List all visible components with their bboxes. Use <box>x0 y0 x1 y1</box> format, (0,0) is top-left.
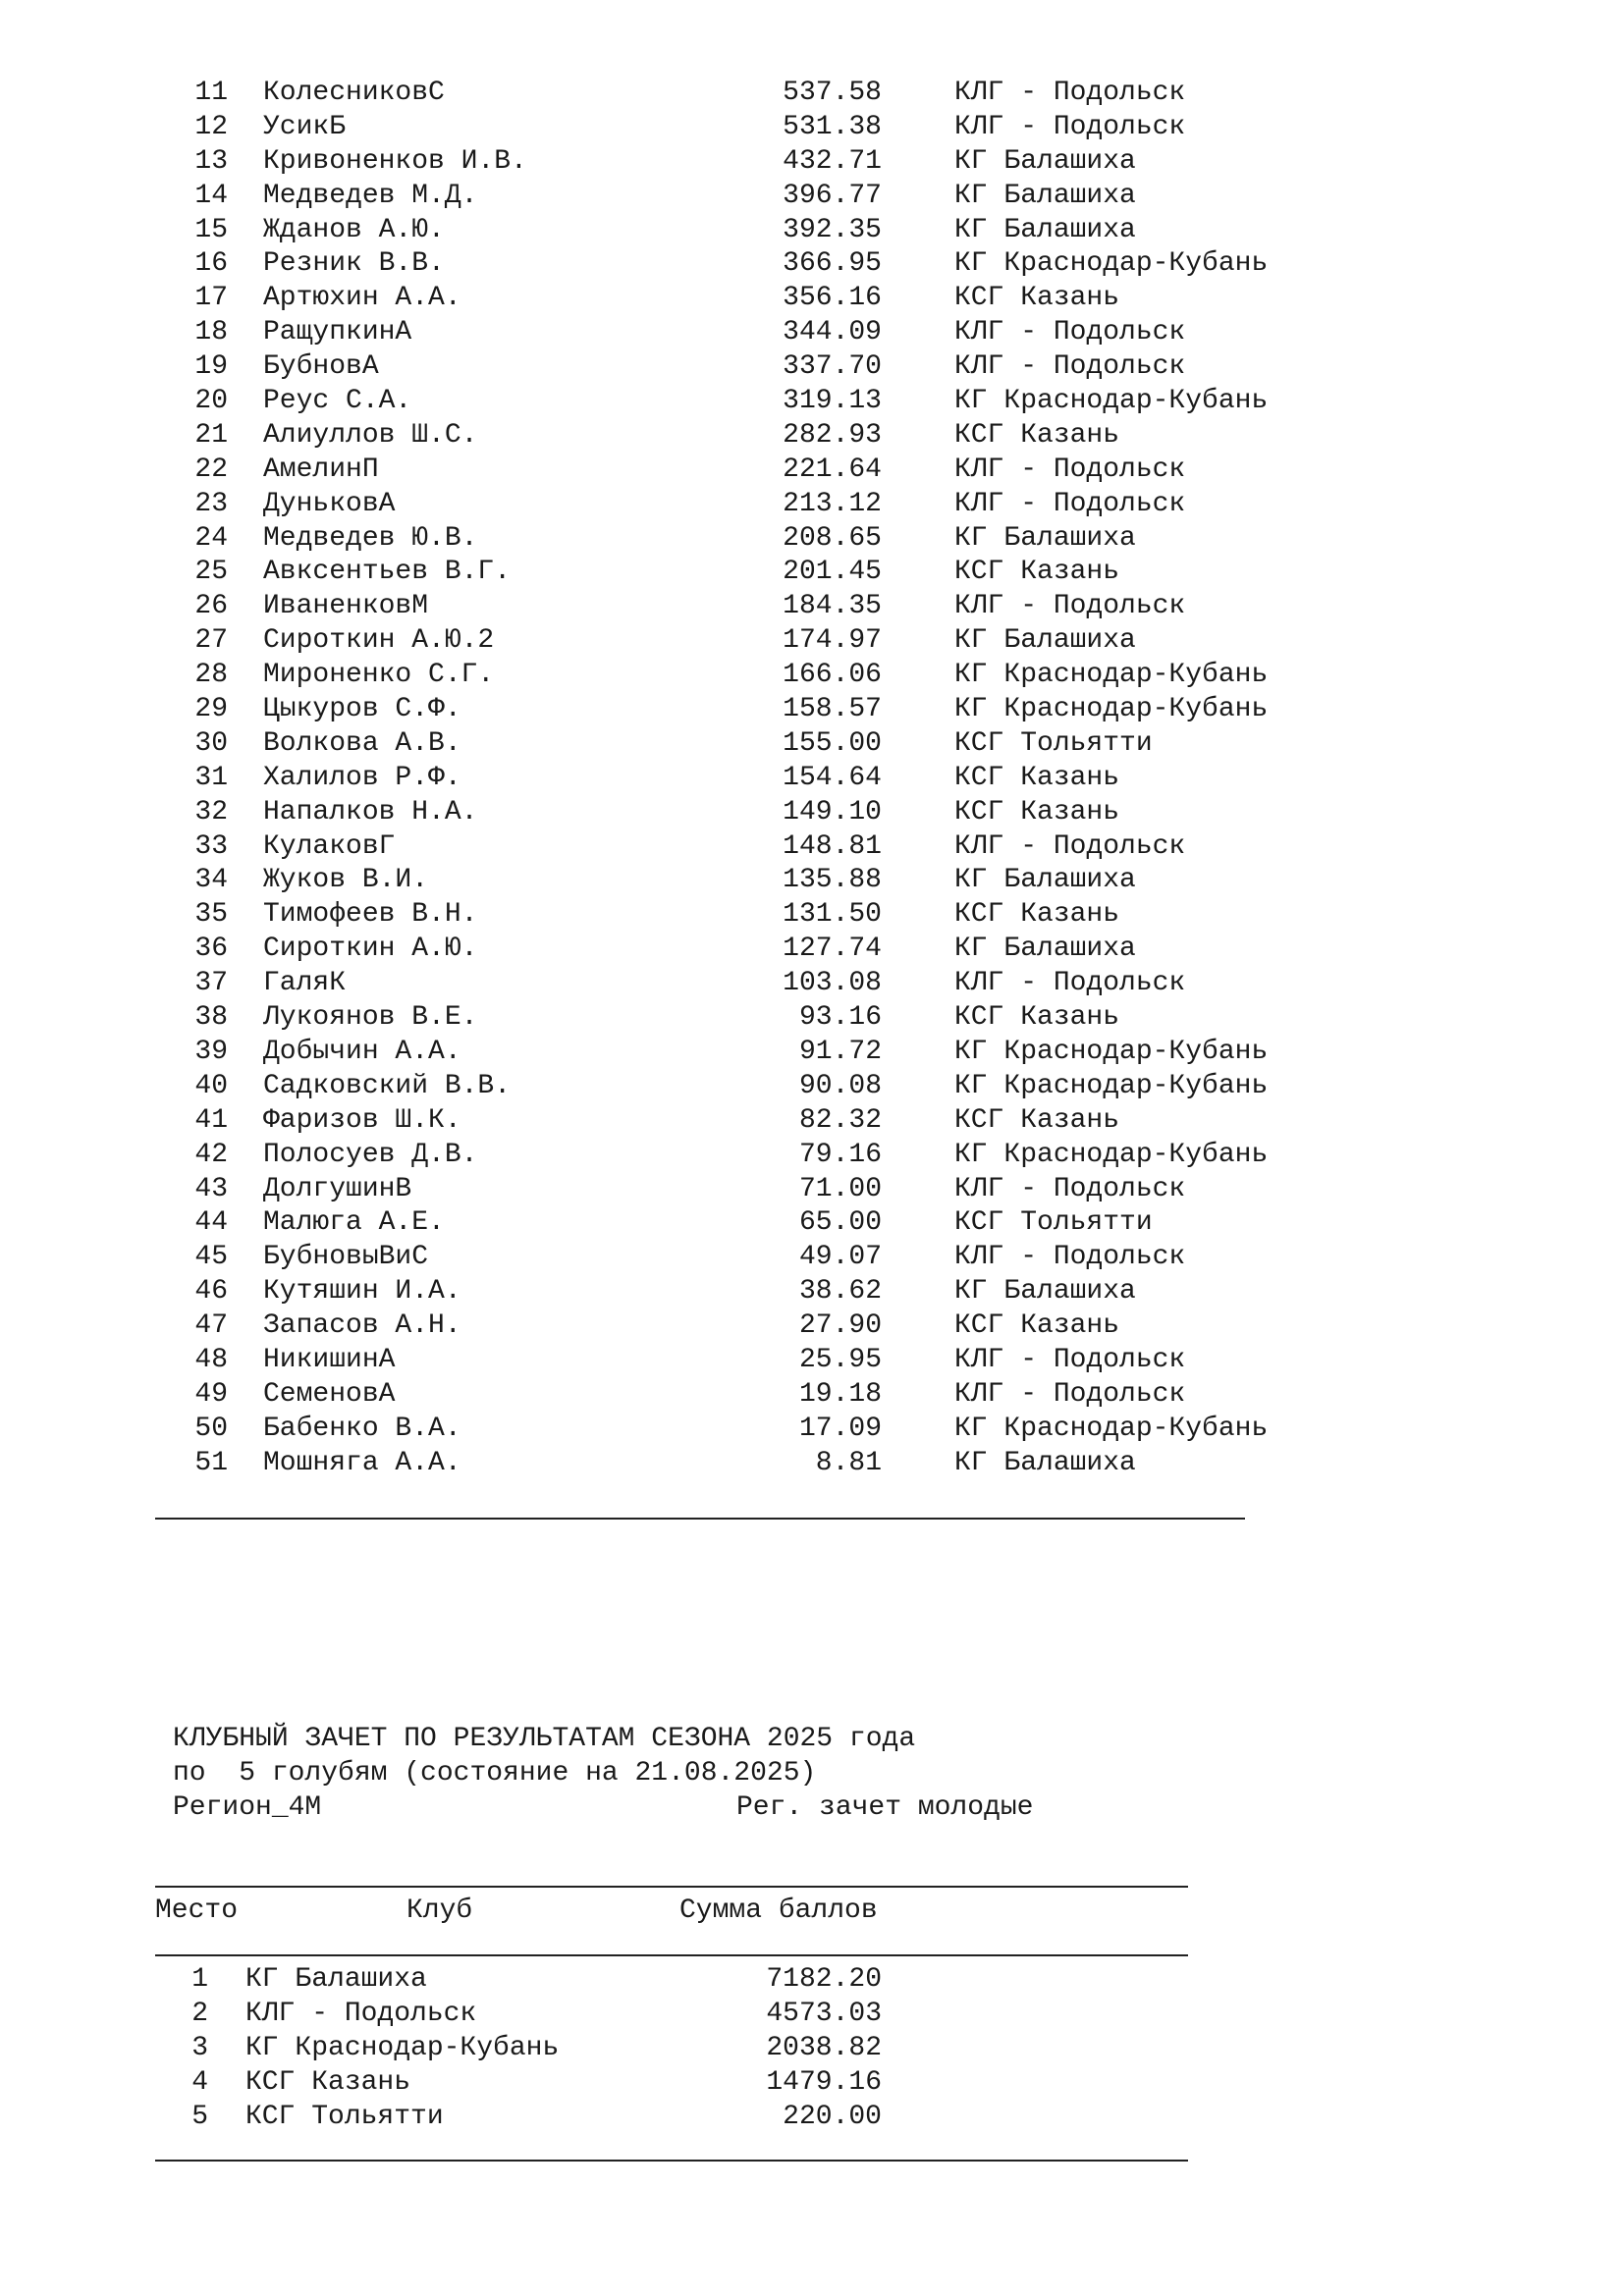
club-table-header-rule <box>155 1954 1188 1956</box>
club-cell: КЛГ - Подольск <box>954 317 1186 348</box>
table-row <box>0 214 1624 248</box>
table-row <box>0 967 1624 1001</box>
table-row <box>0 145 1624 180</box>
name-cell: КолесниковС <box>263 78 445 108</box>
score-cell: 537.58 <box>783 78 882 108</box>
score-cell: 366.95 <box>783 248 882 280</box>
rank-cell: 49 <box>194 1378 228 1410</box>
rank-cell: 14 <box>194 180 228 211</box>
club-cell: КГ Балашиха <box>954 625 1136 657</box>
player-table-bottom-rule <box>155 1518 1245 1520</box>
name-cell: Малюга А.Е. <box>263 1207 445 1239</box>
table-row <box>0 830 1624 865</box>
score-cell: 90.08 <box>798 1070 882 1101</box>
club-cell: КЛГ - Подольск <box>954 591 1186 622</box>
club-cell: КГ Балашиха <box>245 1964 427 1995</box>
name-cell: Алиуллов Ш.С. <box>263 419 478 451</box>
rank-cell: 1 <box>191 1964 208 1995</box>
club-cell: КЛГ - Подольск <box>954 1378 1186 1410</box>
table-row <box>0 1997 1624 2031</box>
score-cell: 319.13 <box>783 386 882 417</box>
rank-cell: 5 <box>191 2102 208 2132</box>
rank-cell: 18 <box>194 317 228 348</box>
name-cell: Медведев Ю.В. <box>263 522 478 554</box>
score-cell: 356.16 <box>783 283 882 314</box>
player-ranking-table <box>0 77 1624 1481</box>
rank-cell: 51 <box>194 1447 228 1478</box>
club-cell: КСГ Казань <box>954 1104 1120 1136</box>
table-row <box>0 864 1624 898</box>
club-section-title: КЛУБНЫЙ ЗАЧЕТ ПО РЕЗУЛЬТАТАМ СЕЗОНА 2025 года <box>173 1724 916 1754</box>
name-cell: Жданов А.Ю. <box>263 214 445 245</box>
club-section-region: Регион_4М <box>173 1792 322 1823</box>
score-cell: 71.00 <box>798 1173 882 1204</box>
table-row <box>0 282 1624 316</box>
score-cell: 103.08 <box>783 968 882 999</box>
rank-cell: 48 <box>194 1344 228 1375</box>
club-cell: КЛГ - Подольск <box>954 830 1186 862</box>
club-cell: КГ Краснодар-Кубань <box>954 1036 1269 1067</box>
rank-cell: 23 <box>194 488 228 519</box>
rank-cell: 21 <box>194 419 228 451</box>
rank-cell: 46 <box>194 1276 228 1308</box>
rank-cell: 16 <box>194 248 228 280</box>
name-cell: Напалков Н.А. <box>263 796 478 828</box>
rank-cell: 26 <box>194 591 228 622</box>
name-cell: СеменовА <box>263 1378 396 1410</box>
score-cell: 148.81 <box>783 830 882 862</box>
club-cell: КГ Краснодар-Кубань <box>954 1139 1269 1170</box>
rank-cell: 29 <box>194 694 228 725</box>
table-row <box>0 316 1624 350</box>
name-cell: Волкова А.В. <box>263 727 461 759</box>
table-row <box>0 590 1624 624</box>
club-cell: КСГ Казань <box>954 283 1120 314</box>
sum-cell: 7182.20 <box>766 1964 882 1995</box>
table-row <box>0 1413 1624 1447</box>
rank-cell: 50 <box>194 1413 228 1444</box>
club-cell: КГ Балашиха <box>954 1276 1136 1308</box>
club-cell: КГ Краснодар-Кубань <box>954 248 1269 280</box>
club-table-bottom-rule <box>155 2160 1188 2162</box>
score-cell: 282.93 <box>783 419 882 451</box>
table-row <box>0 1001 1624 1036</box>
rank-cell: 24 <box>194 522 228 554</box>
rank-cell: 38 <box>194 1002 228 1034</box>
club-cell: КЛГ - Подольск <box>954 1173 1186 1204</box>
club-cell: КГ Балашиха <box>954 1447 1136 1478</box>
rank-cell: 4 <box>191 2067 208 2098</box>
score-cell: 38.62 <box>798 1276 882 1308</box>
name-cell: Фаризов Ш.К. <box>263 1104 461 1136</box>
club-cell: КСГ Казань <box>954 899 1120 931</box>
rank-cell: 30 <box>194 727 228 759</box>
name-cell: Лукоянов В.Е. <box>263 1002 478 1034</box>
table-row <box>0 727 1624 762</box>
name-cell: Тимофеев В.Н. <box>263 899 478 931</box>
score-cell: 149.10 <box>783 796 882 828</box>
club-cell: КЛГ - Подольск <box>954 1242 1186 1273</box>
table-row <box>0 796 1624 830</box>
table-row <box>0 1447 1624 1481</box>
score-cell: 91.72 <box>798 1036 882 1067</box>
name-cell: Авксентьев В.Г. <box>263 557 512 588</box>
score-cell: 531.38 <box>783 111 882 142</box>
club-cell: КСГ Казань <box>954 762 1120 793</box>
name-cell: Кутяшин И.А. <box>263 1276 461 1308</box>
rank-cell: 3 <box>191 2033 208 2063</box>
club-cell: КСГ Казань <box>954 1002 1120 1034</box>
name-cell: БубновА <box>263 351 379 383</box>
table-row <box>0 77 1624 111</box>
score-cell: 337.70 <box>783 351 882 383</box>
table-row <box>0 762 1624 796</box>
name-cell: Мироненко С.Г. <box>263 660 495 691</box>
score-cell: 82.32 <box>798 1104 882 1136</box>
score-cell: 158.57 <box>783 694 882 725</box>
name-cell: Кривоненков И.В. <box>263 145 527 177</box>
name-cell: Полосуев Д.В. <box>263 1139 478 1170</box>
sum-cell: 1479.16 <box>766 2067 882 2098</box>
club-cell: КСГ Казань <box>954 1310 1120 1342</box>
rank-cell: 36 <box>194 934 228 965</box>
name-cell: Артюхин А.А. <box>263 283 461 314</box>
club-cell: КСГ Тольятти <box>954 727 1153 759</box>
table-row <box>0 454 1624 488</box>
rank-cell: 31 <box>194 762 228 793</box>
score-cell: 79.16 <box>798 1139 882 1170</box>
club-cell: КГ Балашиха <box>954 145 1136 177</box>
rank-cell: 17 <box>194 283 228 314</box>
club-cell: КЛГ - Подольск <box>954 454 1186 485</box>
name-cell: КулаковГ <box>263 830 396 862</box>
score-cell: 135.88 <box>783 865 882 896</box>
score-cell: 174.97 <box>783 625 882 657</box>
table-row <box>0 659 1624 693</box>
rank-cell: 2 <box>191 1999 208 2029</box>
club-cell: КЛГ - Подольск <box>954 488 1186 519</box>
club-cell: КГ Краснодар-Кубань <box>954 1413 1269 1444</box>
club-section-category: Рег. зачет молодые <box>736 1792 1034 1823</box>
score-cell: 344.09 <box>783 317 882 348</box>
score-cell: 93.16 <box>798 1002 882 1034</box>
rank-cell: 42 <box>194 1139 228 1170</box>
table-row <box>0 385 1624 419</box>
name-cell: Реус С.А. <box>263 386 412 417</box>
name-cell: Добычин А.А. <box>263 1036 461 1067</box>
table-row <box>0 488 1624 522</box>
club-cell: КГ Балашиха <box>954 180 1136 211</box>
name-cell: УсикБ <box>263 111 347 142</box>
rank-cell: 13 <box>194 145 228 177</box>
rank-cell: 12 <box>194 111 228 142</box>
rank-cell: 25 <box>194 557 228 588</box>
club-cell: КГ Краснодар-Кубань <box>954 1070 1269 1101</box>
score-cell: 27.90 <box>798 1310 882 1342</box>
score-cell: 155.00 <box>783 727 882 759</box>
name-cell: ГаляК <box>263 968 347 999</box>
name-cell: Запасов А.Н. <box>263 1310 461 1342</box>
rank-cell: 28 <box>194 660 228 691</box>
club-ranking-table <box>0 1962 1624 2134</box>
name-cell: Сироткин А.Ю.2 <box>263 625 495 657</box>
table-row <box>0 180 1624 214</box>
rank-cell: 15 <box>194 214 228 245</box>
table-row <box>0 522 1624 557</box>
sum-cell: 4573.03 <box>766 1999 882 2029</box>
score-cell: 208.65 <box>783 522 882 554</box>
club-section-subtitle: по 5 голубям (состояние на 21.08.2025) <box>173 1758 817 1789</box>
table-row <box>0 1275 1624 1309</box>
club-cell: КСГ Казань <box>954 557 1120 588</box>
rank-cell: 35 <box>194 899 228 931</box>
table-row <box>0 1344 1624 1378</box>
rank-cell: 41 <box>194 1104 228 1136</box>
table-row <box>0 1104 1624 1139</box>
club-cell: КГ Балашиха <box>954 522 1136 554</box>
club-cell: КГ Балашиха <box>954 865 1136 896</box>
rank-cell: 32 <box>194 796 228 828</box>
score-cell: 49.07 <box>798 1242 882 1273</box>
rank-cell: 37 <box>194 968 228 999</box>
score-cell: 17.09 <box>798 1413 882 1444</box>
rank-cell: 27 <box>194 625 228 657</box>
club-cell: КЛГ - Подольск <box>954 78 1186 108</box>
club-cell: КСГ Казань <box>245 2067 411 2098</box>
sum-cell: 220.00 <box>783 2102 882 2132</box>
score-cell: 8.81 <box>815 1447 882 1478</box>
name-cell: Цыкуров С.Ф. <box>263 694 461 725</box>
club-cell: КГ Краснодар-Кубань <box>954 386 1269 417</box>
score-cell: 221.64 <box>783 454 882 485</box>
table-row <box>0 556 1624 590</box>
table-row <box>0 2031 1624 2065</box>
club-cell: КГ Балашиха <box>954 214 1136 245</box>
name-cell: Резник В.В. <box>263 248 445 280</box>
table-row <box>0 247 1624 282</box>
score-cell: 65.00 <box>798 1207 882 1239</box>
score-cell: 396.77 <box>783 180 882 211</box>
table-row <box>0 1036 1624 1070</box>
score-cell: 154.64 <box>783 762 882 793</box>
club-cell: КГ Краснодар-Кубань <box>245 2033 560 2063</box>
col-header-place: Место <box>155 1896 239 1926</box>
rank-cell: 44 <box>194 1207 228 1239</box>
table-row <box>0 693 1624 727</box>
table-row <box>0 1962 1624 1997</box>
table-row <box>0 350 1624 385</box>
score-cell: 127.74 <box>783 934 882 965</box>
name-cell: Мошняга А.А. <box>263 1447 461 1478</box>
score-cell: 392.35 <box>783 214 882 245</box>
table-row <box>0 2100 1624 2134</box>
name-cell: ДуньковА <box>263 488 396 519</box>
name-cell: ДолгушинВ <box>263 1173 412 1204</box>
club-table-top-rule <box>155 1886 1188 1888</box>
table-row <box>0 624 1624 659</box>
name-cell: НикишинА <box>263 1344 396 1375</box>
name-cell: Бабенко В.А. <box>263 1413 461 1444</box>
club-cell: КЛГ - Подольск <box>954 111 1186 142</box>
col-header-club: Клуб <box>406 1896 473 1926</box>
table-row <box>0 933 1624 967</box>
score-cell: 213.12 <box>783 488 882 519</box>
name-cell: Медведев М.Д. <box>263 180 478 211</box>
rank-cell: 45 <box>194 1242 228 1273</box>
name-cell: БубновыВиС <box>263 1242 429 1273</box>
table-row <box>0 111 1624 145</box>
club-cell: КГ Краснодар-Кубань <box>954 660 1269 691</box>
score-cell: 166.06 <box>783 660 882 691</box>
club-cell: КСГ Тольятти <box>245 2102 444 2132</box>
score-cell: 201.45 <box>783 557 882 588</box>
name-cell: Сироткин А.Ю. <box>263 934 478 965</box>
table-row <box>0 1070 1624 1104</box>
rank-cell: 47 <box>194 1310 228 1342</box>
rank-cell: 20 <box>194 386 228 417</box>
club-cell: КЛГ - Подольск <box>954 1344 1186 1375</box>
name-cell: Халилов Р.Ф. <box>263 762 461 793</box>
table-row <box>0 1173 1624 1207</box>
name-cell: Жуков В.И. <box>263 865 429 896</box>
table-row <box>0 1206 1624 1241</box>
score-cell: 19.18 <box>798 1378 882 1410</box>
rank-cell: 34 <box>194 865 228 896</box>
score-cell: 184.35 <box>783 591 882 622</box>
score-cell: 131.50 <box>783 899 882 931</box>
rank-cell: 39 <box>194 1036 228 1067</box>
club-cell: КГ Краснодар-Кубань <box>954 694 1269 725</box>
rank-cell: 19 <box>194 351 228 383</box>
table-row <box>0 1378 1624 1413</box>
table-row <box>0 898 1624 933</box>
score-cell: 432.71 <box>783 145 882 177</box>
rank-cell: 40 <box>194 1070 228 1101</box>
club-cell: КСГ Казань <box>954 419 1120 451</box>
col-header-sum: Сумма баллов <box>679 1896 878 1926</box>
club-cell: КСГ Казань <box>954 796 1120 828</box>
table-row <box>0 419 1624 454</box>
table-row <box>0 2065 1624 2100</box>
rank-cell: 43 <box>194 1173 228 1204</box>
club-cell: КЛГ - Подольск <box>245 1999 477 2029</box>
club-cell: КСГ Тольятти <box>954 1207 1153 1239</box>
score-cell: 25.95 <box>798 1344 882 1375</box>
club-cell: КЛГ - Подольск <box>954 968 1186 999</box>
name-cell: АмелинП <box>263 454 379 485</box>
table-row <box>0 1139 1624 1173</box>
table-row <box>0 1241 1624 1275</box>
name-cell: Садковский В.В. <box>263 1070 512 1101</box>
club-cell: КЛГ - Подольск <box>954 351 1186 383</box>
rank-cell: 33 <box>194 830 228 862</box>
club-cell: КГ Балашиха <box>954 934 1136 965</box>
name-cell: ИваненковМ <box>263 591 429 622</box>
rank-cell: 22 <box>194 454 228 485</box>
table-row <box>0 1309 1624 1344</box>
rank-cell: 11 <box>194 78 228 108</box>
sum-cell: 2038.82 <box>766 2033 882 2063</box>
name-cell: РащупкинА <box>263 317 412 348</box>
